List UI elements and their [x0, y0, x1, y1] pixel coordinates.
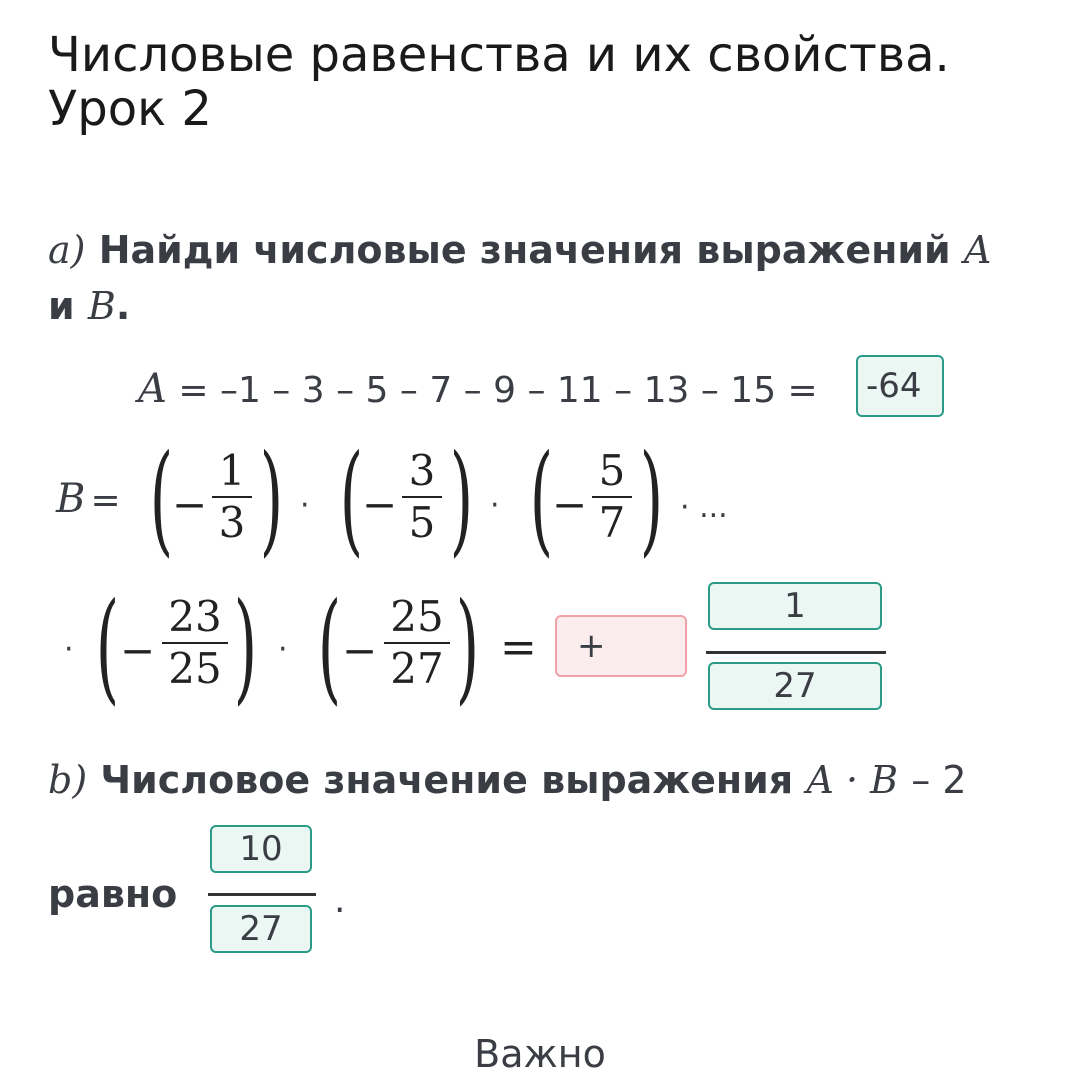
task-a-heading — [48, 222, 1048, 334]
fraction-3-num: 5 — [598, 446, 626, 495]
minus-3: − — [552, 480, 588, 529]
page-title — [48, 28, 950, 136]
fraction-5-num: 25 — [390, 592, 444, 641]
fraction-4 — [162, 594, 228, 692]
page-title-line2: Урок 2 — [48, 81, 212, 137]
answer-part-b-fraction-bar — [208, 893, 316, 896]
task-b-label: b) — [48, 758, 88, 802]
task-b-expr: A · B — [806, 758, 899, 802]
important-link[interactable]: Важно — [474, 1032, 606, 1076]
task-a-label: a) — [48, 228, 86, 272]
fraction-1-den: 3 — [218, 498, 246, 547]
expr-b-var: B — [56, 476, 86, 522]
page-title-line1: Числовые равенства и их свойства. — [48, 27, 950, 83]
task-b-text: Числовое значение выражения — [100, 758, 794, 802]
task-b-heading — [48, 758, 967, 802]
task-a-text: Найди числовые значения выражений — [98, 228, 951, 272]
answer-b-numerator-input[interactable]: 1 — [708, 582, 882, 630]
fraction-1-num: 1 — [218, 446, 246, 495]
paren-open-3: ( — [529, 430, 554, 569]
var-b: B — [87, 284, 116, 328]
paren-close-5: ) — [455, 578, 480, 717]
expression-a — [138, 366, 818, 412]
dot-3: · — [64, 632, 74, 667]
fraction-5-den: 27 — [390, 644, 444, 693]
answer-part-b-denominator-input[interactable]: 27 — [210, 905, 312, 953]
paren-open-5: ( — [317, 578, 342, 717]
fraction-3 — [592, 448, 632, 546]
dot-1: · — [300, 488, 310, 523]
minus-1: − — [172, 480, 208, 529]
answer-part-b-numerator-input[interactable]: 10 — [210, 825, 312, 873]
task-b-period: . — [334, 880, 346, 921]
ellipsis: · ... — [680, 490, 728, 525]
expr-b-label — [56, 476, 121, 522]
minus-5: − — [342, 626, 378, 675]
paren-close-1: ) — [259, 430, 284, 569]
expr-b-eq: = — [90, 480, 121, 521]
answer-b-denominator-input[interactable]: 27 — [708, 662, 882, 710]
fraction-1 — [212, 448, 252, 546]
heading-period: . — [115, 284, 131, 328]
fraction-2 — [402, 448, 442, 546]
equals-text: равно — [48, 872, 178, 916]
paren-close-4: ) — [233, 578, 258, 717]
and-text: и — [48, 284, 75, 328]
paren-close-3: ) — [639, 430, 664, 569]
minus-4: − — [120, 626, 156, 675]
minus-2: − — [362, 480, 398, 529]
var-a: A — [963, 228, 992, 272]
paren-open-4: ( — [95, 578, 120, 717]
fraction-2-num: 3 — [408, 446, 436, 495]
fraction-4-den: 25 — [168, 644, 222, 693]
fraction-2-den: 5 — [408, 498, 436, 547]
paren-close-2: ) — [449, 430, 474, 569]
dot-4: · — [278, 632, 288, 667]
fraction-5 — [384, 594, 450, 692]
expr-a-var: A — [138, 366, 167, 412]
sign-answer-input[interactable]: + — [555, 615, 687, 677]
equals-sign: = — [500, 622, 537, 673]
expr-a-terms: = –1 – 3 – 5 – 7 – 9 – 11 – 13 – 15 = — [178, 370, 818, 411]
dot-2: · — [490, 488, 500, 523]
answer-a-input[interactable]: -64 — [856, 355, 944, 417]
answer-b-fraction-bar — [706, 651, 886, 654]
fraction-3-den: 7 — [598, 498, 626, 547]
paren-open-2: ( — [339, 430, 364, 569]
fraction-4-num: 23 — [168, 592, 222, 641]
paren-open-1: ( — [149, 430, 174, 569]
task-b-minus-two: – 2 — [911, 758, 967, 802]
